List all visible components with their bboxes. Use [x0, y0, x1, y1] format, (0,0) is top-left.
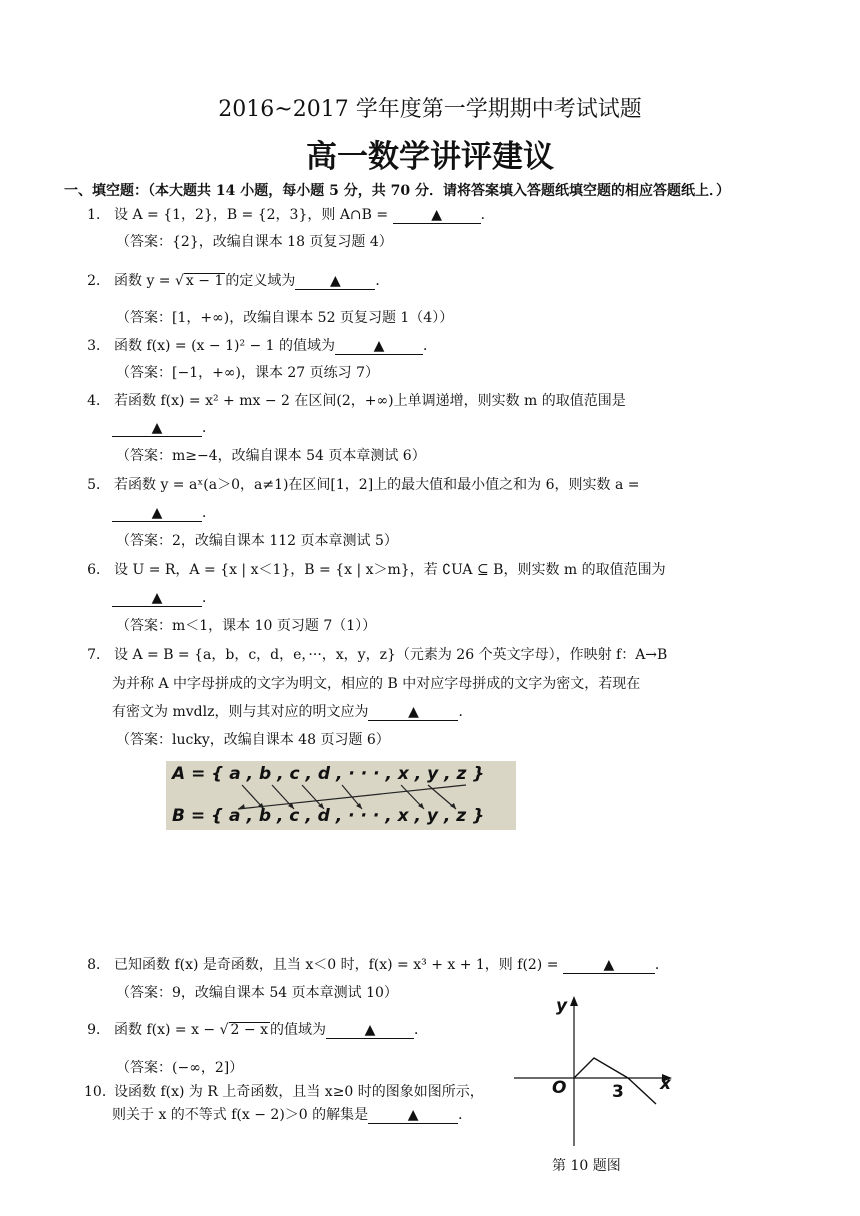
answer-blank: ▲: [295, 274, 375, 290]
answer-blank: ▲: [368, 705, 458, 721]
answer-2: （答案：[1，+∞)，改编自课本 52 页复习题 1（4））: [116, 310, 454, 326]
question-4: 4． 若函数 f(x) = x² + mx − 2 在区间(2，+∞)上单调递增，则实数 m 的取值范围是: [87, 393, 626, 409]
answer-blank: ▲: [563, 958, 655, 974]
mapping-row-b: B = { a , b , c , d , · · · , x , y , z }: [172, 806, 485, 826]
page-title: 高一数学讲评建议: [306, 139, 554, 175]
letter-mapping-image: [166, 761, 516, 830]
sqrt-sign: √: [219, 1022, 229, 1038]
question-7-line-2: 为并称 A 中字母拼成的文字为明文，相应的 B 中对应字母拼成的文字为密文，若现在: [112, 676, 641, 692]
question-3: 3． 函数 f(x) = (x − 1)² − 1 的值域为 ▲ ．: [87, 338, 438, 354]
answer-blank: ▲: [112, 591, 202, 607]
answer-blank: ▲: [326, 1023, 414, 1039]
figure-caption: 第 10 题图: [552, 1158, 621, 1174]
function-graph: [510, 992, 680, 1152]
answer-3: （答案：[−1，+∞)，课本 27 页练习 7）: [116, 365, 380, 381]
tick-label-3: 3: [612, 1082, 624, 1102]
answer-1: （答案：{2}，改编自课本 18 页复习题 4）: [116, 234, 393, 250]
question-6-blank-line: ▲ ．: [112, 589, 216, 607]
answer-7: （答案：lucky，改编自课本 48 页习题 6）: [116, 732, 390, 748]
x-axis-label: x: [660, 1074, 671, 1094]
answer-blank: ▲: [112, 506, 202, 522]
exam-year-title: 2016~2017 学年度第一学期期中考试试题: [218, 97, 642, 122]
question-1: 1． 设 A = {1，2}，B = {2，3}，则 A∩B = ▲ ．: [87, 207, 495, 223]
answer-blank: ▲: [112, 421, 202, 437]
answer-blank: ▲: [335, 339, 423, 355]
answer-5: （答案：2，改编自课本 112 页本章测试 5）: [116, 533, 398, 549]
question-6: 6． 设 U = R，A = {x | x＜1}，B = {x | x＞m}，若 ∁UA ⊆ B，则实数 m 的取值范围为: [87, 562, 666, 578]
answer-blank: ▲: [393, 208, 481, 224]
sqrt-sign: √: [175, 273, 184, 289]
question-4-blank-line: ▲ ．: [112, 419, 216, 437]
section-heading: 一、填空题：（本大题共 14 小题，每小题 5 分，共 70 分．请将答案填入答题纸填空题的相应答题纸上．）: [64, 183, 730, 199]
question-7: 7． 设 A = B = {a，b，c，d，e，···，x，y，z}（元素为 26 个英文字母），作映射 f：A→B: [87, 647, 668, 663]
answer-blank: ▲: [368, 1108, 458, 1124]
answer-4: （答案：m≥−4，改编自课本 54 页本章测试 6）: [116, 448, 426, 464]
origin-label: O: [552, 1078, 567, 1098]
question-8: 8． 已知函数 f(x) 是奇函数，且当 x＜0 时，f(x) = x³ + x + 1，则 f(2) = ▲ ．: [87, 957, 669, 973]
question-2: 2． 函数 y = √ x − 1 的定义域为 ▲ ．: [87, 273, 390, 289]
question-5-blank-line: ▲ ．: [112, 504, 216, 522]
graph-axes: [510, 992, 680, 1152]
answer-9: （答案：(−∞，2]）: [116, 1060, 244, 1076]
question-10: 10．设函数 f(x) 为 R 上奇函数，且当 x≥0 时的图象如图所示，: [84, 1084, 484, 1100]
question-9: 9． 函数 f(x) = x − √ 2 − x 的值域为 ▲ ．: [87, 1022, 428, 1038]
answer-8: （答案：9，改编自课本 54 页本章测试 10）: [116, 985, 398, 1001]
answer-6: （答案：m＜1，课本 10 页习题 7（1））: [116, 618, 377, 634]
mapping-row-a: A = { a , b , c , d , · · · , x , y , z }: [172, 764, 485, 784]
y-axis-label: y: [556, 996, 568, 1016]
question-5: 5． 若函数 y = aˣ(a＞0，a≠1)在区间[1，2]上的最大值和最小值之和为 6，则实数 a =: [87, 477, 640, 493]
question-10-line-2: 则关于 x 的不等式 f(x − 2)＞0 的解集是 ▲ ．: [112, 1107, 473, 1123]
question-7-line-3: 有密文为 mvdlz，则与其对应的明文应为 ▲ ．: [112, 704, 473, 720]
